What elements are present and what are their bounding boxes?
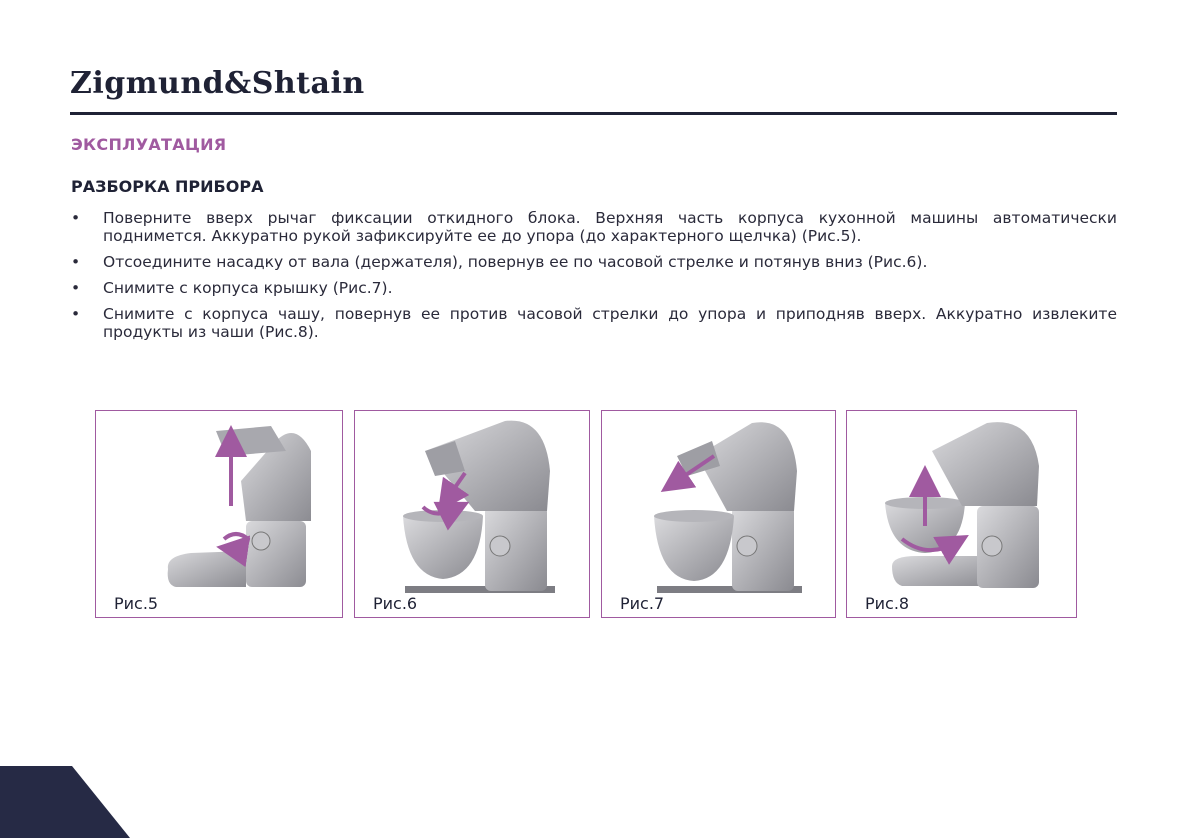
bullet-icon: • <box>71 253 81 271</box>
list-item <box>71 305 1117 341</box>
list-item <box>71 253 1117 271</box>
section-title: ЭКСПЛУАТАЦИЯ <box>71 135 227 154</box>
instruction-list <box>71 209 1117 349</box>
figure-7 <box>601 410 836 618</box>
list-item <box>71 209 1117 245</box>
list-item-text: Поверните вверх рычаг фиксации откидного блока. Верхняя часть корпуса кухонной машины автоматически поднимется. Аккуратно рукой зафиксируйте ее до упора (до характерного щелчка) (Рис.5). <box>103 209 1117 245</box>
figure-caption: Рис.8 <box>865 594 910 613</box>
figure-5 <box>95 410 343 618</box>
figure-8 <box>846 410 1077 618</box>
list-item <box>71 279 1117 297</box>
mixer-attachment-removal-illustration <box>355 411 590 618</box>
header-divider <box>70 112 1117 115</box>
bullet-icon: • <box>71 305 81 323</box>
bullet-icon: • <box>71 279 81 297</box>
corner-decoration <box>0 766 130 838</box>
mixer-lid-removal-illustration <box>602 411 836 618</box>
figure-caption: Рис.7 <box>620 594 665 613</box>
bullet-icon: • <box>71 209 81 227</box>
list-item-text: Снимите с корпуса чашу, повернув ее против часовой стрелки до упора и приподняв вверх. Аккуратно извлеките продукты из чаши (Рис.8). <box>103 305 1117 341</box>
list-item-text: Отсоедините насадку от вала (держателя), повернув ее по часовой стрелке и потянув вниз (Рис.6). <box>103 253 928 271</box>
figure-caption: Рис.6 <box>373 594 418 613</box>
mixer-bowl-removal-illustration <box>847 411 1077 618</box>
sub-title: РАЗБОРКА ПРИБОРА <box>71 177 264 196</box>
figure-6 <box>354 410 590 618</box>
brand-logo: Zigmund&Shtain <box>70 66 365 101</box>
mixer-head-raised-illustration <box>96 411 343 618</box>
list-item-text: Снимите с корпуса крышку (Рис.7). <box>103 279 393 297</box>
figure-caption: Рис.5 <box>114 594 159 613</box>
